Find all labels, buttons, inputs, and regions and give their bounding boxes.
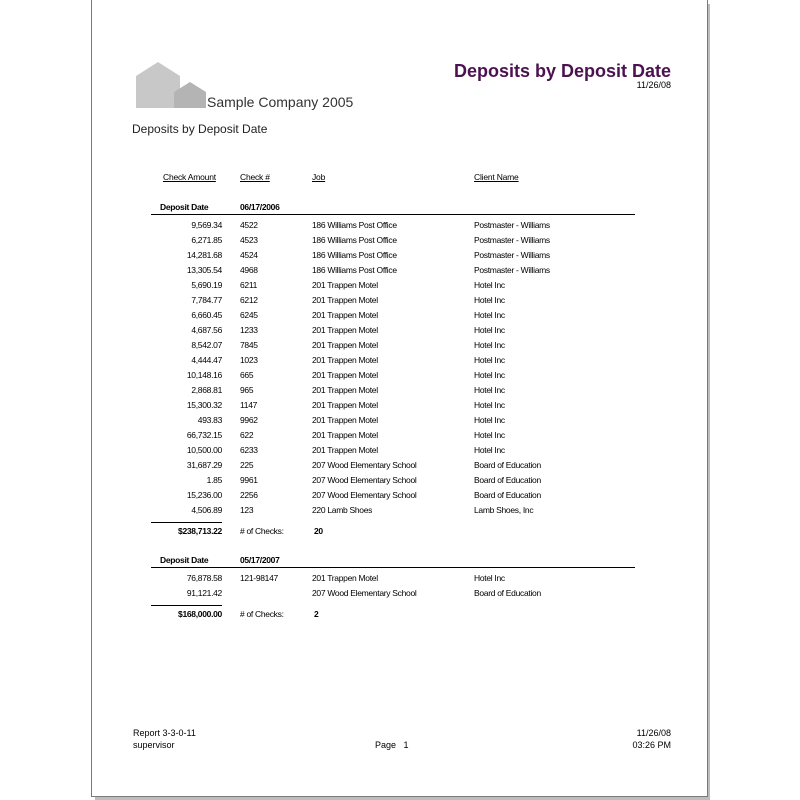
row-client-name: Board of Education	[474, 490, 541, 500]
row-check-amount: 4,444.47	[191, 355, 222, 365]
row-check-amount: 14,281.68	[186, 250, 222, 260]
row-check-number: 965	[240, 385, 254, 395]
row-check-number: 7845	[240, 340, 258, 350]
row-check-amount: 9,569.34	[191, 220, 222, 230]
row-check-number: 1023	[240, 355, 258, 365]
row-client-name: Hotel Inc	[474, 340, 505, 350]
row-check-amount: 8,542.07	[191, 340, 222, 350]
row-check-number: 6245	[240, 310, 258, 320]
row-job: 220 Lamb Shoes	[312, 505, 373, 515]
report-subtitle: Deposits by Deposit Date	[132, 122, 268, 136]
row-check-amount: 2,868.81	[191, 385, 222, 395]
row-job: 207 Wood Elementary School	[312, 475, 417, 485]
column-header-job: Job	[312, 172, 326, 182]
row-check-amount: 4,687.56	[191, 325, 222, 335]
row-check-number: 225	[240, 460, 254, 470]
row-job: 201 Trappen Motel	[312, 445, 378, 455]
check-count: 2	[314, 609, 319, 619]
row-check-number: 9961	[240, 475, 258, 485]
row-check-amount: 1.85	[206, 475, 222, 485]
row-job: 201 Trappen Motel	[312, 340, 378, 350]
row-job: 207 Wood Elementary School	[312, 588, 417, 598]
row-check-amount: 13,305.54	[186, 265, 222, 275]
company-name: Sample Company 2005	[207, 94, 354, 110]
row-client-name: Board of Education	[474, 475, 541, 485]
row-client-name: Hotel Inc	[474, 370, 505, 380]
column-header-check-number: Check #	[240, 172, 270, 182]
row-client-name: Hotel Inc	[474, 280, 505, 290]
row-job: 186 Williams Post Office	[312, 235, 397, 245]
row-check-number: 9962	[240, 415, 258, 425]
row-client-name: Postmaster - Williams	[474, 250, 550, 260]
row-check-number: 6211	[240, 280, 258, 290]
footer-date: 11/26/08	[636, 728, 671, 738]
row-check-number: 4524	[240, 250, 258, 260]
row-check-amount: 91,121.42	[186, 588, 222, 598]
row-check-number: 4522	[240, 220, 258, 230]
row-client-name: Postmaster - Williams	[474, 220, 550, 230]
row-job: 201 Trappen Motel	[312, 400, 378, 410]
row-client-name: Lamb Shoes, Inc	[474, 505, 534, 515]
row-check-number: 6212	[240, 295, 258, 305]
row-client-name: Hotel Inc	[474, 573, 505, 583]
group-label: Deposit Date	[160, 555, 209, 565]
row-job: 201 Trappen Motel	[312, 280, 378, 290]
report-page	[91, 0, 708, 797]
check-count-label: # of Checks:	[240, 526, 284, 536]
group-rule	[151, 567, 635, 568]
row-job: 186 Williams Post Office	[312, 250, 397, 260]
row-job: 207 Wood Elementary School	[312, 460, 417, 470]
row-client-name: Hotel Inc	[474, 430, 505, 440]
row-check-number: 622	[240, 430, 254, 440]
group-date: 06/17/2006	[240, 202, 280, 212]
row-client-name: Hotel Inc	[474, 295, 505, 305]
row-client-name: Board of Education	[474, 588, 541, 598]
row-check-amount: 6,271.85	[191, 235, 222, 245]
row-job: 201 Trappen Motel	[312, 430, 378, 440]
row-check-number: 1233	[240, 325, 258, 335]
row-check-number: 121-98147	[240, 573, 278, 583]
row-check-amount: 6,660.45	[191, 310, 222, 320]
row-check-amount: 5,690.19	[191, 280, 222, 290]
row-job: 201 Trappen Motel	[312, 295, 378, 305]
row-client-name: Hotel Inc	[474, 355, 505, 365]
row-check-number: 123	[240, 505, 254, 515]
row-check-number: 6233	[240, 445, 258, 455]
company-logo-icon	[136, 62, 206, 108]
total-rule	[151, 522, 222, 523]
row-job: 201 Trappen Motel	[312, 355, 378, 365]
footer-user: supervisor	[133, 740, 175, 750]
row-job: 207 Wood Elementary School	[312, 490, 417, 500]
check-count-label: # of Checks:	[240, 609, 284, 619]
column-header-client-name: Client Name	[474, 172, 519, 182]
row-job: 201 Trappen Motel	[312, 415, 378, 425]
row-check-amount: 15,236.00	[186, 490, 222, 500]
row-check-amount: 15,300.32	[186, 400, 222, 410]
group-total: $238,713.22	[178, 526, 222, 536]
row-job: 201 Trappen Motel	[312, 325, 378, 335]
row-check-number: 4968	[240, 265, 258, 275]
row-job: 201 Trappen Motel	[312, 370, 378, 380]
row-check-number: 2256	[240, 490, 258, 500]
row-client-name: Hotel Inc	[474, 415, 505, 425]
row-check-amount: 66,732.15	[186, 430, 222, 440]
report-date: 11/26/08	[636, 80, 671, 90]
report-title: Deposits by Deposit Date	[453, 61, 671, 81]
row-check-amount: 31,687.29	[186, 460, 222, 470]
row-check-amount: 10,148.16	[186, 370, 222, 380]
row-client-name: Hotel Inc	[474, 400, 505, 410]
footer-page-number: 1	[403, 740, 409, 750]
row-check-amount: 76,878.58	[186, 573, 222, 583]
column-header-check-amount: Check Amount	[163, 172, 216, 182]
footer-time: 03:26 PM	[632, 740, 671, 750]
row-client-name: Hotel Inc	[474, 310, 505, 320]
row-job: 201 Trappen Motel	[312, 310, 378, 320]
row-check-amount: 7,784.77	[191, 295, 222, 305]
row-job: 186 Williams Post Office	[312, 265, 397, 275]
row-client-name: Hotel Inc	[474, 325, 505, 335]
row-job: 186 Williams Post Office	[312, 220, 397, 230]
footer-report-id: Report 3-3-0-11	[133, 728, 196, 738]
row-job: 201 Trappen Motel	[312, 573, 378, 583]
row-client-name: Hotel Inc	[474, 445, 505, 455]
row-client-name: Postmaster - Williams	[474, 265, 550, 275]
group-rule	[151, 214, 635, 215]
group-total: $168,000.00	[178, 609, 222, 619]
group-date: 05/17/2007	[240, 555, 280, 565]
footer-page-label: Page	[375, 740, 397, 750]
footer-page	[375, 740, 409, 750]
row-client-name: Hotel Inc	[474, 385, 505, 395]
group-label: Deposit Date	[160, 202, 209, 212]
row-job: 201 Trappen Motel	[312, 385, 378, 395]
check-count: 20	[314, 526, 323, 536]
total-rule	[151, 605, 222, 606]
row-check-number: 4523	[240, 235, 258, 245]
row-client-name: Postmaster - Williams	[474, 235, 550, 245]
row-check-number: 1147	[240, 400, 258, 410]
row-check-amount: 4,506.89	[191, 505, 222, 515]
row-check-number: 665	[240, 370, 254, 380]
row-check-amount: 493.83	[197, 415, 222, 425]
row-check-amount: 10,500.00	[186, 445, 222, 455]
row-client-name: Board of Education	[474, 460, 541, 470]
